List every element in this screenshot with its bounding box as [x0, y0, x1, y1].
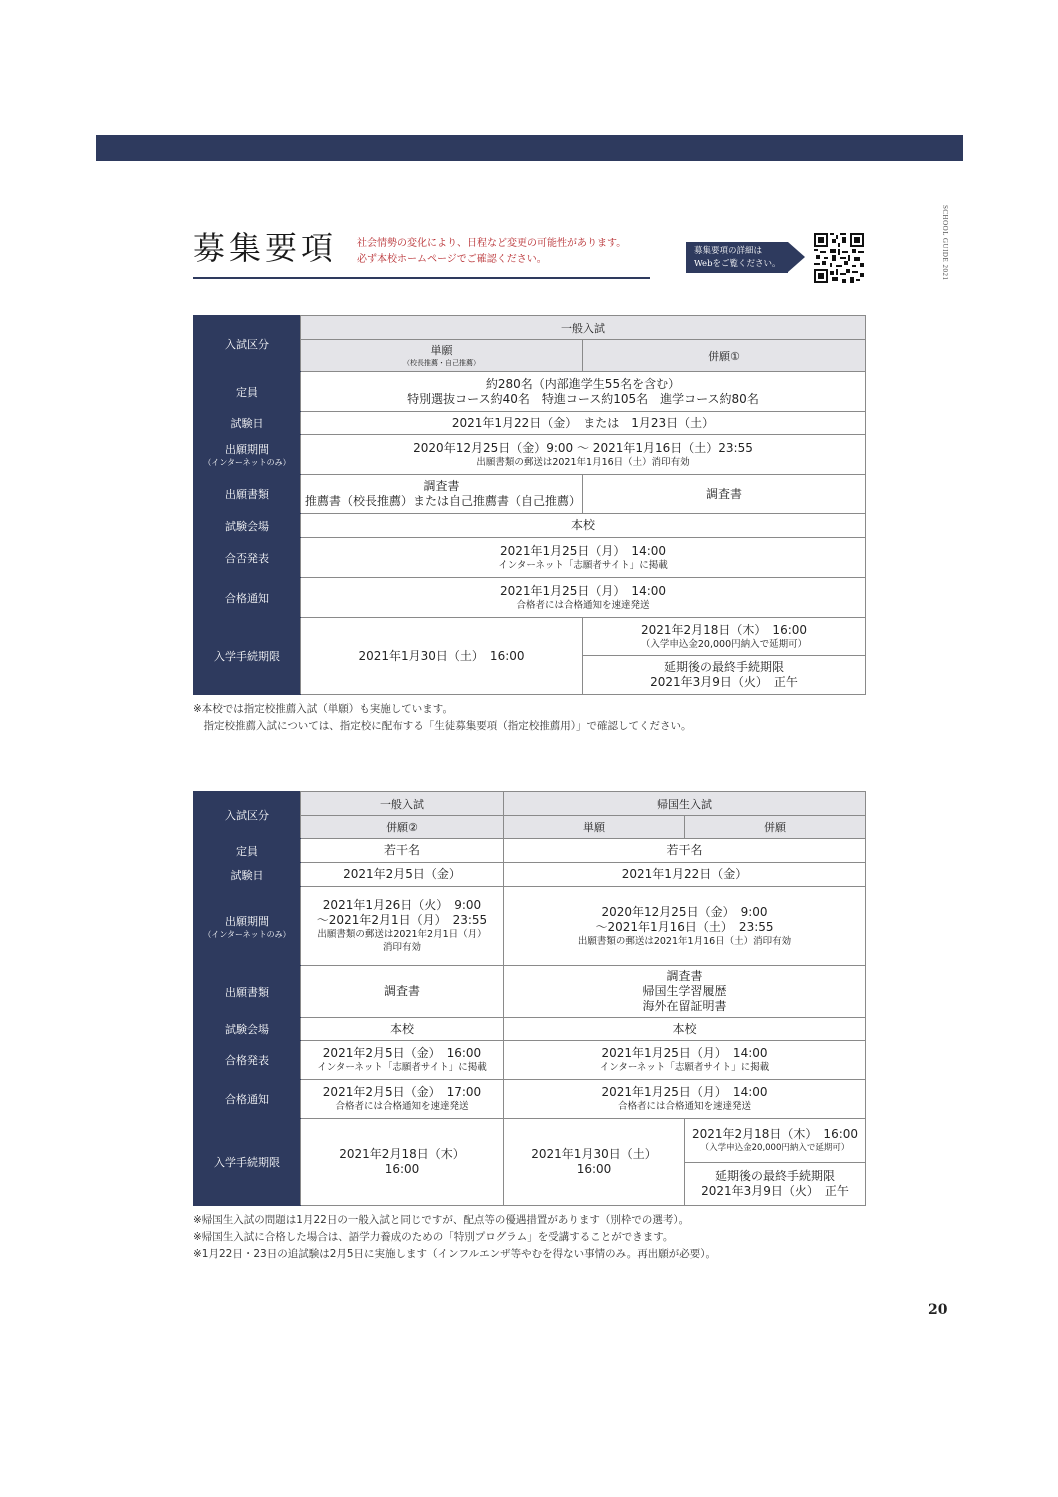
exam-date-general-cell: 2021年2月5日（金） [301, 863, 504, 887]
deadline-general-line-1: 2021年2月18日（木） [339, 1147, 465, 1161]
period-general-cell [301, 887, 504, 966]
exam-date-returnee-cell: 2021年1月22日（金） [504, 863, 866, 887]
notice-returnee-line-2: 合格者には合格通知を速達発送 [617, 1101, 751, 1112]
deadline-combined-cell [583, 618, 866, 656]
footnote-1-line-2: 指定校推薦入試については、指定校に配布する「生徒募集要項（指定校推薦用）」で確認してください。 [193, 720, 692, 732]
documents-single-line-1: 調査書 [423, 479, 460, 493]
period-general-line-2: ～2021年2月1日（月） 23:55 [316, 913, 488, 927]
col-combined-2: 併願② [301, 816, 504, 839]
application-period-sub: （インターネットのみ） [203, 458, 291, 467]
title-underline [193, 277, 650, 279]
deadline-returnee-combined-line-1: 2021年2月18日（木） 16:00 [691, 1126, 859, 1141]
notice-general-line-1: 2021年2月5日（金） 17:00 [322, 1085, 482, 1099]
deadline-extended-line-2: 2021年3月9日（火） 正午 [650, 675, 798, 689]
row-header-application-period-2 [194, 887, 301, 966]
period-returnee-line-2: ～2021年1月16日（土） 23:55 [595, 919, 774, 934]
results-general-line-2: インターネット「志願者サイト」に掲載 [317, 1062, 487, 1073]
side-label: SCHOOL GUIDE 2021 [941, 205, 949, 281]
notice-general-cell [301, 1080, 504, 1119]
deadline-general-line-2: 16:00 [384, 1162, 420, 1176]
notice-line-1: 2021年1月25日（月） 14:00 [499, 583, 667, 598]
deadline-combined-line-2: （入学申込金20,000円納入で延期可） [640, 638, 808, 650]
results-returnee-line-2: インターネット「志願者サイト」に掲載 [599, 1062, 770, 1073]
notice-line-1: 社会情勢の変化により、日程など変更の可能性があります。 [357, 238, 627, 249]
documents-returnee-line-3: 海外在留証明書 [642, 999, 727, 1013]
notice-returnee-line-1: 2021年1月25日（月） 14:00 [601, 1085, 768, 1099]
capacity-line-2: 特別選抜コース約40名 特進コース約105名 進学コース約80名 [407, 391, 759, 406]
period-general-line-4: 消印有効 [382, 942, 421, 953]
period-returnee-line-1: 2020年12月25日（金） 9:00 [601, 904, 768, 919]
deadline-extended-cell [583, 656, 866, 695]
top-banner [96, 135, 963, 161]
results-returnee-line-1: 2021年1月25日（月） 14:00 [601, 1046, 768, 1060]
notice-general-line-2: 合格者には合格通知を速達発送 [335, 1101, 469, 1112]
period-general-line-1: 2021年1月26日（火） 9:00 [322, 898, 482, 912]
exam-date-cell: 2021年1月22日（金） または 1月23日（土） [301, 412, 866, 435]
documents-combined-cell: 調査書 [583, 475, 866, 514]
page-number: 20 [928, 1302, 948, 1318]
qr-code-icon[interactable] [814, 233, 864, 283]
row-header-notice-2: 合格通知 [194, 1080, 301, 1119]
row-header-capacity-2: 定員 [194, 839, 301, 863]
application-period-line-1: 2020年12月25日（金）9:00 ～ 2021年1月16日（土）23:55 [413, 440, 753, 455]
results-general-line-1: 2021年2月5日（金） 16:00 [322, 1046, 482, 1060]
row-header-enrollment-deadline-2: 入学手続期限 [194, 1119, 301, 1206]
capacity-general-cell: 若干名 [301, 839, 504, 863]
notice-line-2: 必ず本校ホームページでご確認ください。 [357, 254, 547, 265]
footnote-2-line-1: ※帰国生入試の問題は1月22日の一般入試と同じですが、配点等の優遇措置があります（別枠での選考）。 [193, 1214, 690, 1226]
row-header-exam-date: 試験日 [194, 412, 301, 435]
col-returnee-combined: 併願 [685, 816, 866, 839]
row-header-venue: 試験会場 [194, 514, 301, 538]
deadline-general-cell [301, 1119, 504, 1206]
application-period-line-2: 出願書類の郵送は2021年1月16日（土）消印有効 [476, 456, 690, 468]
deadline-extended-2-line-1: 延期後の最終手続期限 [714, 1169, 835, 1183]
footnote-1-line-1: ※本校では指定校推薦入試（単願）も実施しています。 [193, 703, 453, 715]
row-header-results: 合否発表 [194, 538, 301, 578]
documents-general-cell: 調査書 [301, 966, 504, 1018]
row-header-enrollment-deadline: 入学手続期限 [194, 618, 301, 695]
results-returnee-cell [504, 1041, 866, 1080]
notice-cell [301, 578, 866, 618]
deadline-returnee-single-line-2: 16:00 [576, 1162, 612, 1176]
period-returnee-cell [504, 887, 866, 966]
group-general-2: 一般入試 [301, 792, 504, 816]
venue-returnee-cell: 本校 [504, 1018, 866, 1041]
row-header-category: 入試区分 [194, 316, 301, 372]
deadline-returnee-single-line-1: 2021年1月30日（土） [531, 1147, 657, 1161]
deadline-returnee-combined-line-2: （入学申込金20,000円納入で延期可） [700, 1142, 850, 1153]
deadline-combined-line-1: 2021年2月18日（木） 16:00 [640, 622, 808, 637]
results-line-1: 2021年1月25日（月） 14:00 [499, 543, 667, 558]
notice-returnee-cell [504, 1080, 866, 1119]
results-line-2: インターネット「志願者サイト」に掲載 [498, 559, 668, 571]
change-notice [357, 236, 626, 268]
group-returnee: 帰国生入試 [504, 792, 866, 816]
period-returnee-line-3: 出願書類の郵送は2021年1月16日（土）消印有効 [577, 935, 792, 947]
arrow-right-icon [788, 242, 805, 272]
deadline-extended-line-1: 延期後の最終手続期限 [663, 660, 784, 674]
documents-single-line-2: 推薦書（校長推薦）または自己推薦書（自己推薦） [305, 494, 582, 508]
row-header-capacity: 定員 [194, 372, 301, 412]
table1-footnote [193, 701, 692, 735]
documents-returnee-line-2: 帰国生学習履歴 [642, 984, 727, 998]
deadline-returnee-single-cell [504, 1119, 685, 1206]
col-returnee-single: 単願 [504, 816, 685, 839]
col-single-sub: （校長推薦・自己推薦） [403, 358, 480, 367]
results-cell [301, 538, 866, 578]
col-single-label: 単願 [430, 343, 453, 357]
row-header-documents-2: 出願書類 [194, 966, 301, 1018]
deadline-single-cell: 2021年1月30日（土） 16:00 [301, 618, 583, 695]
deadline-extended-cell-2 [685, 1163, 866, 1206]
footnote-2-line-3: ※1月22日・23日の追試験は2月5日に実施します（インフルエンザ等やむを得ない事情のみ。再出願が必要）。 [193, 1248, 717, 1260]
capacity-line-1: 約280名（内部進学生55名を含む） [485, 376, 681, 391]
deadline-returnee-combined-cell [685, 1119, 866, 1163]
application-period-label-2: 出願期間 [225, 914, 269, 928]
capacity-cell [301, 372, 866, 412]
deadline-extended-2-line-2: 2021年3月9日（火） 正午 [701, 1184, 849, 1198]
row-header-documents: 出願書類 [194, 475, 301, 514]
notice-line-2: 合格者には合格通知を速達発送 [516, 599, 650, 611]
row-header-exam-date-2: 試験日 [194, 863, 301, 887]
row-header-application-period [194, 435, 301, 475]
web-badge-line-2: Webをご覧ください。 [694, 259, 781, 269]
results-general-cell [301, 1041, 504, 1080]
table2-footnote [193, 1212, 716, 1263]
col-single [301, 340, 583, 372]
application-period-cell [301, 435, 866, 475]
documents-returnee-line-1: 調査書 [666, 969, 703, 983]
documents-single-cell [301, 475, 583, 514]
group-general: 一般入試 [301, 316, 866, 340]
period-general-line-3: 出願書類の郵送は2021年2月1日（月） [317, 929, 487, 940]
capacity-returnee-cell: 若干名 [504, 839, 866, 863]
venue-cell: 本校 [301, 514, 866, 538]
application-period-label: 出願期間 [225, 443, 269, 456]
footnote-2-line-2: ※帰国生入試に合格した場合は、語学力養成のための「特別プログラム」を受講することができます。 [193, 1231, 674, 1243]
row-header-results-2: 合格発表 [194, 1041, 301, 1080]
admissions-table-returnee [193, 791, 866, 1206]
row-header-notice: 合格通知 [194, 578, 301, 618]
documents-returnee-cell [504, 966, 866, 1018]
web-badge-line-1: 募集要項の詳細は [694, 246, 763, 256]
admissions-table-general [193, 315, 866, 695]
row-header-venue-2: 試験会場 [194, 1018, 301, 1041]
application-period-sub-2: （インターネットのみ） [203, 929, 291, 939]
row-header-category-2: 入試区分 [194, 792, 301, 839]
venue-general-cell: 本校 [301, 1018, 504, 1041]
page-title: 募集要項 [193, 229, 338, 267]
col-combined-1: 併願① [583, 340, 866, 372]
web-details-badge[interactable] [686, 242, 788, 273]
